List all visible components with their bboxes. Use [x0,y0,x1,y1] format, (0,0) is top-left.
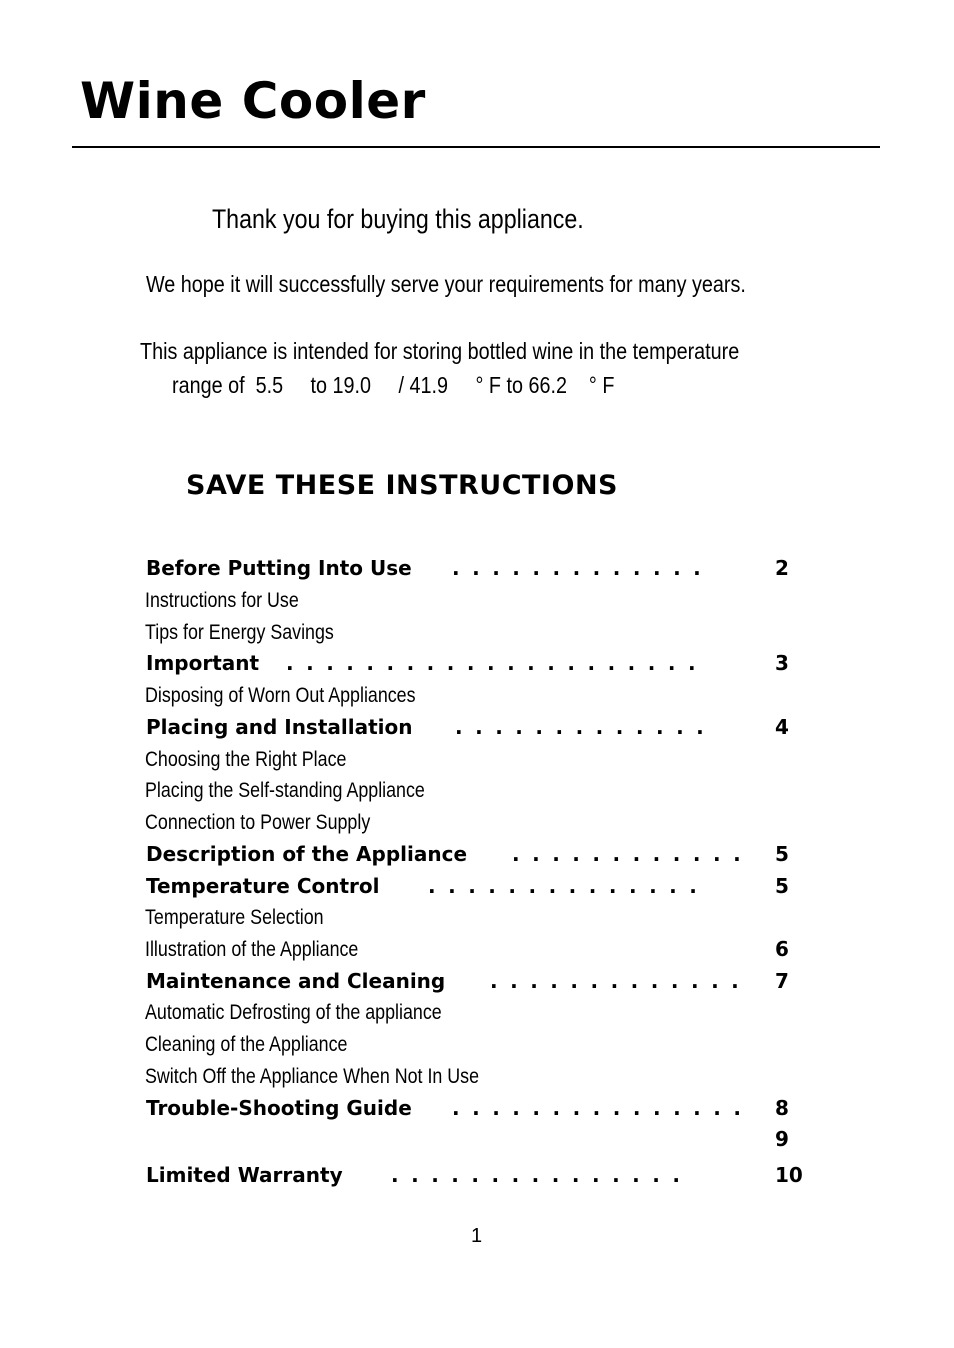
toc-page-number: 4 [775,715,789,739]
document-title: Wine Cooler [80,72,426,130]
toc-entry-important: Important [146,651,260,675]
toc-leader-dots: ............ [512,842,754,866]
toc-subentry-self-standing: Placing the Self-standing Appliance [145,779,425,802]
toc-page-number: 5 [775,842,789,866]
toc-subentry-disposing: Disposing of Worn Out Appliances [145,684,416,707]
toc-subentry-defrosting: Automatic Defrosting of the appliance [145,1001,442,1024]
toc-leader-dots: ............... [391,1163,693,1187]
toc-page-number: 9 [775,1127,789,1151]
toc-leader-dots: ............. [452,556,714,580]
toc-leader-dots: ............. [490,969,752,993]
toc-entry-maintenance-and-cleaning: Maintenance and Cleaning [146,969,446,993]
toc-entry-limited-warranty: Limited Warranty [146,1163,343,1187]
title-divider [72,146,880,148]
toc-entry-placing-and-installation: Placing and Installation [146,715,413,739]
toc-entry-trouble-shooting-guide: Trouble-Shooting Guide [146,1096,412,1120]
toc-subentry-switch-off: Switch Off the Appliance When Not In Use [145,1065,480,1088]
toc-entry-temperature-control: Temperature Control [146,874,380,898]
hope-text: We hope it will successfully serve your requirements for many years. [146,271,746,297]
toc-page-number: 8 [775,1096,789,1120]
toc-subentry-illustration: Illustration of the Appliance [145,938,359,961]
toc-page-number: 7 [775,969,789,993]
toc-subentry-cleaning: Cleaning of the Appliance [145,1033,348,1056]
toc-page-number: 5 [775,874,789,898]
toc-entry-description-of-appliance: Description of the Appliance [146,842,468,866]
toc-entry-before-putting-into-use: Before Putting Into Use [146,556,412,580]
intended-use-line-1: This appliance is intended for storing bottled wine in the temperature [140,338,740,364]
toc-page-number: 6 [775,937,789,961]
toc-subentry-temperature-selection: Temperature Selection [145,906,324,929]
toc-subentry-power-supply: Connection to Power Supply [145,811,371,834]
toc-subentry-choosing-right-place: Choosing the Right Place [145,748,347,771]
toc-page-number: 10 [775,1163,803,1187]
toc-leader-dots: .............. [428,874,710,898]
save-instructions-heading: SAVE THESE INSTRUCTIONS [186,470,618,501]
toc-leader-dots: ..................... [286,651,709,675]
toc-subentry-tips-for-energy-savings: Tips for Energy Savings [145,621,334,644]
intended-use-line-2: range of 5.5 to 19.0 / 41.9 ° F to 66.2 ° F [172,372,615,398]
thanks-text: Thank you for buying this appliance. [212,204,584,234]
toc-leader-dots: ............. [455,715,717,739]
toc-subentry-instructions-for-use: Instructions for Use [145,589,299,612]
page-number: 1 [471,1225,483,1247]
toc-page-number: 2 [775,556,789,580]
toc-leader-dots: ............... [452,1096,754,1120]
toc-page-number: 3 [775,651,789,675]
